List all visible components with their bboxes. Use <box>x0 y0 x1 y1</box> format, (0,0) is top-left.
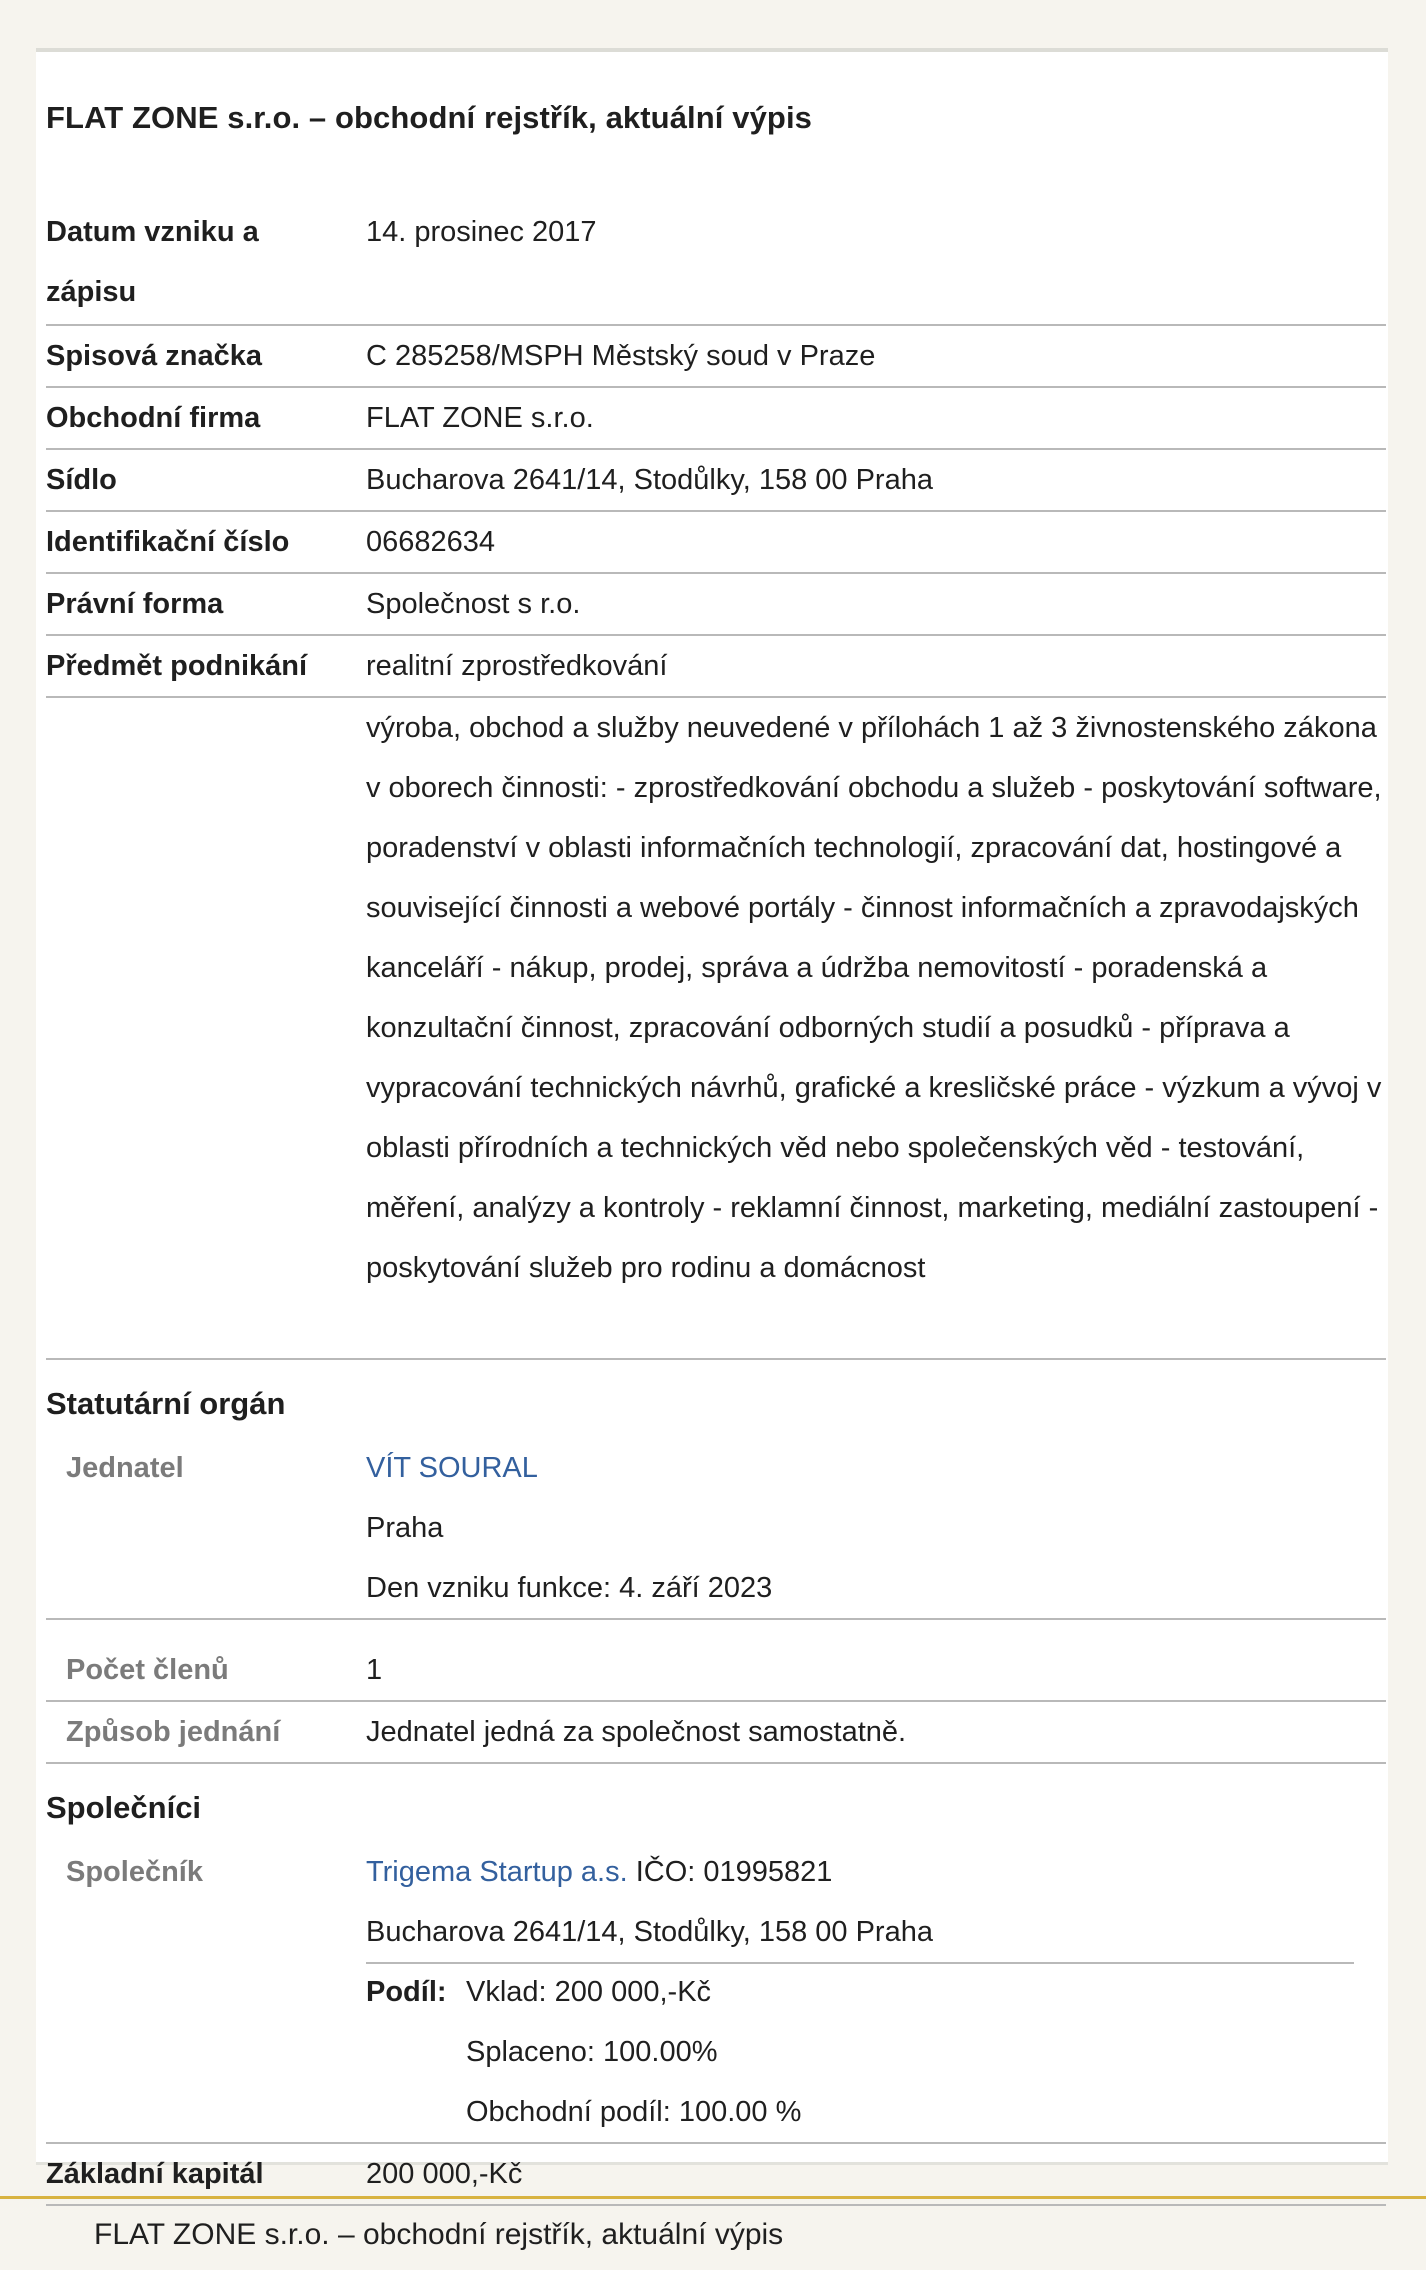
row-value: 200 000,-Kč <box>366 2158 523 2190</box>
page-title: FLAT ZONE s.r.o. – obchodní rejstřík, aktuální výpis <box>46 100 813 135</box>
jednatel-since: Den vzniku funkce: 4. září 2023 <box>366 1572 773 1604</box>
row-pravni-forma <box>46 574 1386 636</box>
row-jednatel <box>46 1438 1386 1620</box>
row-datum-vzniku <box>46 202 1386 326</box>
row-label: Právní forma <box>46 588 224 620</box>
row-label: Způsob jednání <box>66 1716 281 1748</box>
podil-vklad: Vklad: 200 000,-Kč <box>466 1976 712 2008</box>
footer-title: FLAT ZONE s.r.o. – obchodní rejstřík, aktuální výpis <box>94 2218 784 2251</box>
jednatel-name-link[interactable]: VÍT SOURAL <box>366 1452 538 1484</box>
podil-splaceno: Splaceno: 100.00% <box>466 2036 718 2068</box>
spolecnik-address: Bucharova 2641/14, Stodůlky, 158 00 Praha <box>366 1916 933 1948</box>
section-heading-statutarni: Statutární orgán <box>46 1386 286 1421</box>
footer-divider <box>0 2196 1426 2199</box>
row-label: Datum vzniku a zápisu <box>46 216 259 308</box>
jednatel-city: Praha <box>366 1512 444 1544</box>
row-value: Bucharova 2641/14, Stodůlky, 158 00 Praha <box>366 464 933 496</box>
row-label: Sídlo <box>46 464 117 496</box>
row-spisova-znacka <box>46 326 1386 388</box>
row-label: Počet členů <box>66 1654 229 1686</box>
row-label: Společník <box>66 1856 203 1888</box>
row-zpusob-jednani <box>46 1702 1386 1764</box>
podil-label: Podíl: <box>366 1976 447 2008</box>
row-value: výroba, obchod a služby neuvedené v přílohách 1 až 3 živnostenského zákona v oborech činnosti: - zprostředkování obchodu a služeb - poskytování software, poradenství v oblasti informačních technologií, zpracování dat, hostingové a související činnosti a webové portály - činnost informačních a zpravodajských kanceláří - nákup, prodej, správa a údržba nemovitostí - poradenská a konzultační činnost, zpracování odborných studií a posudků - příprava a vypracování technických návrhů, grafické a kresličské práce - výzkum a vývoj v oblasti přírodních a technických věd nebo společenských věd - testování, měření, analýzy a kontroly - reklamní činnost, marketing, mediální zastoupení - poskytování služeb pro rodinu a domácnost <box>366 712 1382 1284</box>
row-spolecnik <box>46 1842 1386 2144</box>
row-obchodni-firma <box>46 388 1386 450</box>
spolecnik-line <box>366 1842 1386 1902</box>
row-predmet-podnikani <box>46 636 1386 698</box>
row-value: C 285258/MSPH Městský soud v Praze <box>366 340 876 372</box>
row-predmet-podnikani-detail <box>46 698 1386 1360</box>
row-label: Předmět podnikání <box>46 650 308 682</box>
row-value: realitní zprostředkování <box>366 650 668 682</box>
row-value: 14. prosinec 2017 <box>366 216 597 248</box>
row-label: Jednatel <box>66 1452 184 1484</box>
row-value: 1 <box>366 1654 383 1686</box>
row-identifikacni-cislo <box>46 512 1386 574</box>
row-value: Společnost s r.o. <box>366 588 581 620</box>
row-value: 06682634 <box>366 526 496 558</box>
spolecnik-name-link[interactable]: Trigema Startup a.s. <box>366 1856 628 1888</box>
row-label: Identifikační číslo <box>46 526 290 558</box>
register-extract-card <box>36 48 1388 2190</box>
row-label: Spisová značka <box>46 340 262 372</box>
section-heading-spolecnici: Společníci <box>46 1790 202 1825</box>
row-label: Obchodní firma <box>46 402 261 434</box>
row-label: Základní kapitál <box>46 2158 264 2190</box>
row-sidlo <box>46 450 1386 512</box>
row-value: FLAT ZONE s.r.o. <box>366 402 594 434</box>
podil-obchodni: Obchodní podíl: 100.00 % <box>466 2096 802 2128</box>
spolecnik-ico: IČO: 01995821 <box>635 1856 833 1888</box>
row-value: Jednatel jedná za společnost samostatně. <box>366 1716 907 1748</box>
row-pocet-clenu <box>46 1640 1386 1702</box>
